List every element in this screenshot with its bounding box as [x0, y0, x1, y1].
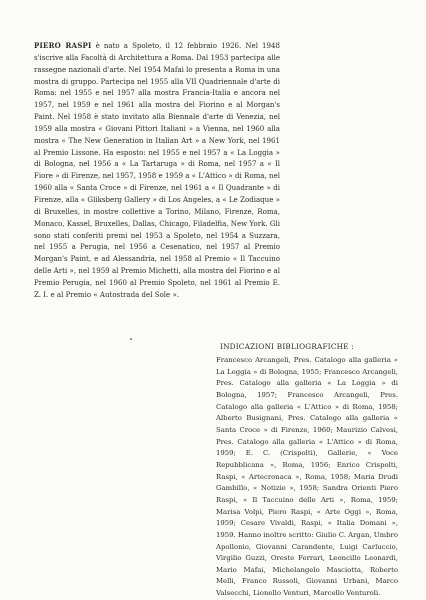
artist-name: PIERO RASPI — [34, 41, 92, 50]
bibliography-title: INDICAZIONI BIBLIOGRAFICHE : — [220, 342, 354, 351]
bibliography-section — [216, 341, 398, 600]
biography-paragraph — [34, 40, 280, 301]
page-mark — [130, 338, 132, 340]
bibliography-text: Francesco Arcangeli, Pres. Catalogo alla galleria « La Loggia » di Bologna, 1955; Francesco Arcangeli, Pres. Catalogo alla galleria « La Loggia » di Bologna, 1957; Francesco Arcangeli, Pres. Catalogo alla galleria « L'Attico » di Roma, 1958; Alberto Busignani, Pres. Catalogo alla galleria « Santa Croce » di Firenze, 1960; Maurizio Calvesi, Pres. Catalogo alla galleria « L'Attico » di Roma, 1959; E. C. (Crispolti), Gallerie, « Voce Repubblicana », Roma, 1956; Enrico Crispolti, Raspi, « Artecronaca », Roma, 1958; Maria Drudi Gambillo, « Notizie », 1958; Sandra Orienti Piero Raspi, « Il Taccuino delle Arti », Roma, 1959; Marisa Volpi, Piero Raspi, « Arte Oggi », Roma, 1959; Cesare Vivaldi, Raspi, « Italia Domani », 1959. Hanno inoltre scritto: Giulio C. Argan, Umbro Apollonio, Giovanni Carandente, Luigi Carluccio, Virgilio Guzzi, Oreste Ferrari, Leoncillo Leonardi, Mario Mafai, Michelangelo Masciotta, Roberto Melli, Franco Russoli, Giovanni Urbani, Marco Valsecchi, Lionello Venturi, Marcello Venturoli. — [216, 356, 398, 598]
biography-text: è nato a Spoleto, il 12 febbraio 1926. Nel 1948 s'iscrive alla Facoltà di Architettura a Roma. Dal 1953 partecipa alle rassegne nazionali d'arte. Nel 1954 Mafai lo presenta a Roma in una mostra di gruppo. Partecipa nel 1955 alla VII Quadriennale d'arte di Roma: nel 1955 e nel 1957 alla mostra Francia-Italia e ancora nel 1957, nel 1959 e nel 1961 alla mostra del Fiorino e al Morgan's Paint. Nel 1958 è stato invitato alla Biennale d'arte di Venezia, nel 1959 alla mostra « Giovani Pittori Italiani » a Vienna, nel 1960 alla mostra « The New Generation in Italian Art » a New York, nel 1961 al Premio Lissone. Ha esposto: nel 1955 e nel 1957 a « La Loggia » di Bologna, nel 1956 a « La Tartaruga » di Roma, nel 1957 a « Il Fiore » di Firenze, nel 1957, 1958 e 1959 a « L'Attico » di Roma, nel 1960 alla « Santa Croce » di Firenze, nel 1961 a « Il Quadrante » di Firenze, alla « Gliksberg Gallery » di Los Angeles, a « Le Zodiaque » di Bruxelles, in mostre collettive a Torino, Milano, Firenze, Roma, Monaco, Kassel, Bruxelles, Dallas, Chicago, Filadelfia, New York. Gli sono stati conferiti premi nel 1953 a Spoleto, nel 1954 a Suzzara, nel 1955 a Perugia, nel 1956 a Cesenatico, nel 1957 al Premio Morgan's Paint, e ad Alessandria, nel 1958 al Premio « Il Taccuino delle Arti », nel 1959 al Premio Michetti, alla mostra del Fiorino e al Premio Perugia, nel 1960 al Premio Spoleto, nel 1961 al Premio E. Z. I. e al Premio « Autostrada del Sole ». — [34, 41, 280, 299]
